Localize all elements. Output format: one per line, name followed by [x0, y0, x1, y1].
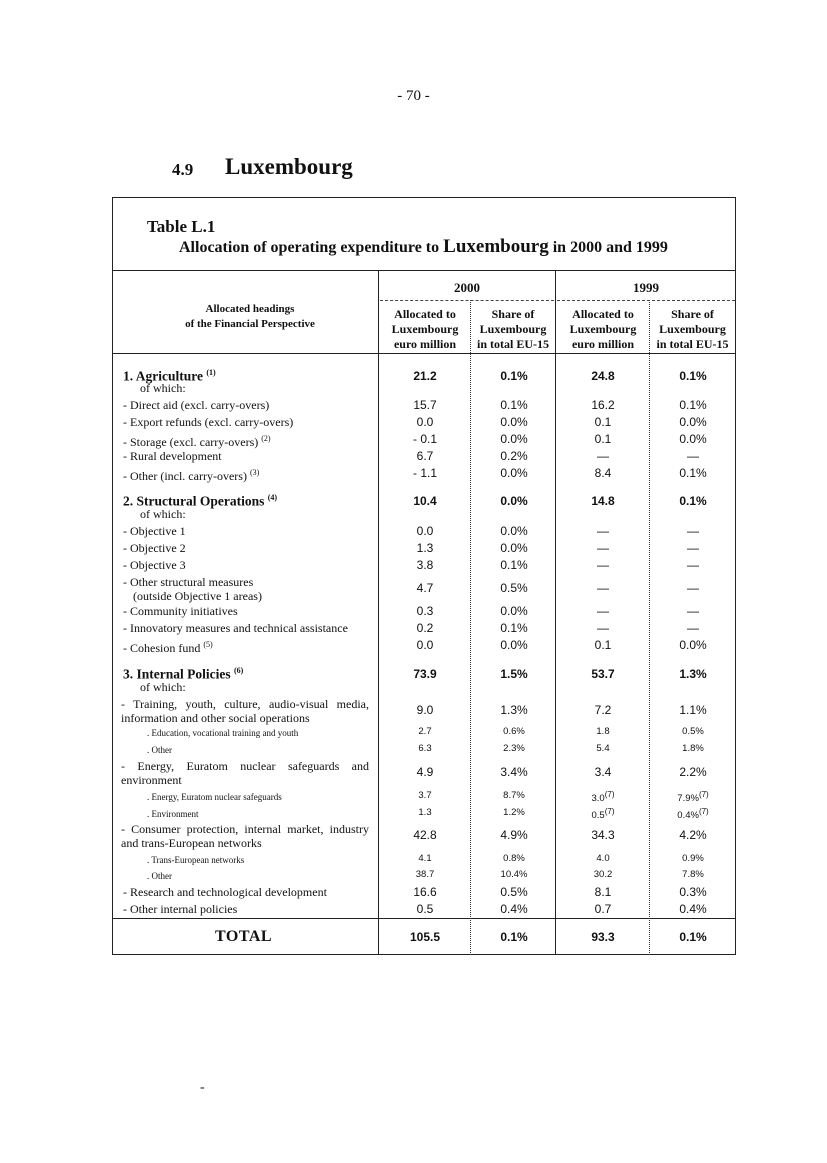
footnote-ref: (5) — [203, 640, 213, 649]
row-2000-value: 16.6 — [413, 885, 437, 899]
row-label — [123, 524, 186, 538]
row-2000-value: - 0.1 — [412, 432, 437, 446]
row-label-text: - Storage (excl. carry-overs) — [123, 435, 259, 449]
row-2000-share: 0.6% — [503, 726, 525, 737]
row-2000-share: 0.0% — [500, 432, 528, 446]
column-divider-2000 — [470, 300, 471, 955]
row-2000-share: 0.0% — [500, 524, 528, 538]
row-1999-share: — — [687, 449, 699, 463]
row-2000-value: 0.0 — [416, 415, 434, 429]
row-2000-share: 0.1% — [500, 369, 528, 383]
row-2000-share: 1.5% — [500, 667, 528, 681]
row-1999-share: 2.2% — [679, 765, 707, 779]
row-2000-value: 0.5 — [416, 902, 434, 916]
row-2000-value: 2.7 — [418, 726, 432, 737]
row-label-text: - Community initiatives — [123, 604, 238, 618]
col-share-1999 — [650, 307, 735, 352]
column-divider-label — [378, 270, 379, 955]
row-1999-value: — — [597, 604, 609, 618]
total-1999-value: 93.3 — [591, 930, 615, 944]
row-2000-share: 3.4% — [500, 765, 528, 779]
row-1999-value: 0.1 — [594, 415, 612, 429]
row-2000-value: 4.7 — [416, 581, 434, 595]
table-title-country: Luxembourg — [443, 236, 549, 257]
row-2000-share: 8.7% — [503, 790, 525, 801]
row-1999-share: — — [687, 604, 699, 618]
row-label-text: - Energy, Euratom nuclear safeguards and environment — [121, 759, 369, 787]
row-2000-value: 73.9 — [413, 667, 437, 681]
footnote-ref: (7) — [698, 790, 709, 799]
row-2000-value: 42.8 — [413, 828, 437, 842]
row-1999-share: — — [687, 621, 699, 635]
row-1999-value: 34.3 — [591, 828, 615, 842]
row-1999-value: 30.2 — [593, 869, 613, 880]
row-label — [147, 743, 172, 757]
row-label — [123, 638, 213, 655]
footnote-ref: (7) — [698, 807, 709, 816]
row-1999-value: 3.4 — [594, 765, 612, 779]
col-alloc-line1: Allocated to — [572, 307, 634, 321]
row-label-text: - Objective 1 — [123, 524, 186, 538]
row-label — [123, 664, 243, 682]
column-divider-1999 — [649, 300, 650, 955]
heading-label — [150, 302, 350, 332]
row-label — [123, 415, 293, 429]
row-2000-share: 0.2% — [500, 449, 528, 463]
row-label — [147, 726, 298, 740]
footnote-ref: (2) — [261, 434, 271, 443]
header-bottom-rule — [113, 353, 735, 354]
row-2000-value: 6.3 — [418, 743, 432, 754]
col-share-line3: in total EU-15 — [477, 337, 549, 351]
row-label-text: 1. Agriculture — [123, 368, 203, 384]
footnote-ref: (3) — [249, 468, 260, 477]
total-2000-value: 105.5 — [409, 930, 441, 944]
row-label — [123, 621, 348, 635]
footnote-ref: (4) — [267, 493, 278, 502]
row-2000-value: 6.7 — [416, 449, 434, 463]
row-label-text: - Cohesion fund — [123, 641, 201, 655]
row-1999-value: 24.8 — [591, 369, 615, 383]
row-2000-share: 2.3% — [503, 743, 525, 754]
row-label — [121, 759, 369, 787]
row-label-text: . Environment — [147, 809, 199, 819]
row-1999-share: 0.1% — [679, 466, 707, 480]
row-1999-share: 4.2% — [679, 828, 707, 842]
row-1999-value: 7.2 — [594, 703, 612, 717]
row-label — [123, 398, 269, 412]
row-label-line2: (outside Objective 1 areas) — [133, 589, 262, 603]
col-alloc-line2: Luxembourg — [569, 322, 637, 336]
row-label-text: - Direct aid (excl. carry-overs) — [123, 398, 270, 412]
row-label-text: - Other structural measures — [123, 575, 254, 589]
row-label-text: - Rural development — [123, 449, 222, 463]
row-1999-share: 0.0% — [679, 415, 707, 429]
row-1999-value: — — [597, 558, 609, 572]
row-2000-share: 0.8% — [503, 853, 525, 864]
row-label-text: of which: — [140, 680, 186, 694]
row-2000-value: 1.3 — [416, 541, 434, 555]
row-label — [147, 807, 199, 821]
row-1999-share: 7.9%$^{(7)}$ — [677, 790, 709, 805]
row-1999-share: 0.0% — [679, 638, 707, 652]
row-label — [123, 466, 259, 483]
row-1999-share: 1.1% — [679, 703, 707, 717]
row-1999-share: 7.8% — [682, 869, 704, 880]
table-title-prefix: Allocation of operating expenditure to — [179, 239, 440, 256]
footnote-ref: (6) — [234, 666, 244, 675]
footnote-ref: (7) — [604, 790, 615, 799]
column-divider-year — [555, 270, 556, 955]
col-alloc-line1: Allocated to — [394, 307, 456, 321]
row-1999-value: — — [597, 524, 609, 538]
col-share-2000 — [471, 307, 555, 352]
row-label-text: . Education, vocational training and youth — [147, 728, 299, 738]
row-1999-share: 0.4%$^{(7)}$ — [677, 807, 709, 822]
col-share-line2: Luxembourg — [659, 322, 726, 336]
row-2000-share: 0.0% — [500, 541, 528, 555]
row-2000-share: 0.1% — [500, 558, 528, 572]
section-title: Luxembourg — [225, 154, 353, 179]
row-label — [140, 381, 186, 395]
row-1999-value: — — [597, 621, 609, 635]
row-label-text: . Energy, Euratom nuclear safeguards — [147, 792, 282, 802]
row-2000-share: 0.5% — [500, 885, 528, 899]
col-alloc-line3: euro million — [571, 337, 635, 351]
year-2000: 2000 — [454, 280, 480, 295]
row-2000-value: 4.9 — [416, 765, 434, 779]
row-2000-share: 10.4% — [500, 869, 528, 880]
row-label-text: - Training, youth, culture, audio-visual media, information and other social operations — [121, 697, 369, 725]
row-1999-share: — — [687, 524, 699, 538]
heading-label-line2: of the Financial Perspective — [185, 318, 315, 330]
row-2000-value: 0.0 — [416, 638, 434, 652]
table-title-suffix: in 2000 and 1999 — [552, 239, 668, 256]
row-label-text: - Other (incl. carry-overs) — [123, 469, 247, 483]
total-1999-share: 0.1% — [679, 930, 707, 944]
footer-mark: - — [200, 1080, 205, 1095]
col-share-line1: Share of — [671, 307, 714, 321]
row-label-text: - Consumer protection, internal market, industry and trans-European networks — [121, 822, 369, 850]
row-2000-value: 3.7 — [418, 790, 432, 801]
row-2000-share: 0.0% — [500, 466, 528, 480]
row-label-text: . Other — [147, 871, 172, 881]
row-label — [147, 853, 244, 867]
row-1999-value: 3.0$^{(7)}$ — [591, 790, 615, 805]
row-1999-share: 1.8% — [682, 743, 704, 754]
col-share-line3: in total EU-15 — [656, 337, 729, 351]
row-1999-value: — — [597, 449, 609, 463]
row-2000-value: 4.1 — [418, 853, 432, 864]
row-1999-share: — — [687, 558, 699, 572]
row-1999-share: — — [687, 541, 699, 555]
row-label — [121, 697, 369, 725]
row-label — [123, 558, 186, 572]
row-1999-share: — — [687, 581, 699, 595]
row-1999-value: 4.0 — [596, 853, 610, 864]
row-label — [123, 885, 327, 899]
heading-label-line1: Allocated headings — [205, 303, 295, 315]
row-label — [123, 541, 186, 555]
year-2000-underline — [380, 300, 554, 301]
row-2000-share: 0.4% — [500, 902, 528, 916]
row-label-text: - Objective 2 — [123, 541, 186, 555]
row-label-text: 2. Structural Operations — [123, 493, 265, 509]
col-alloc-line2: Luxembourg — [391, 322, 459, 336]
row-1999-value: 53.7 — [591, 667, 615, 681]
page-number: - 70 - — [397, 88, 430, 104]
footnote-ref: (7) — [604, 807, 615, 816]
row-2000-value: 0.3 — [416, 604, 434, 618]
row-1999-value: 0.1 — [594, 432, 612, 446]
col-share-line2: Luxembourg — [479, 322, 547, 336]
row-2000-share: 0.1% — [500, 621, 528, 635]
row-2000-share: 1.2% — [503, 807, 525, 818]
row-label — [123, 902, 237, 916]
row-label-text: . Trans-European networks — [147, 855, 245, 865]
row-2000-share: 1.3% — [500, 703, 528, 717]
row-label-text: - Research and technological development — [123, 885, 327, 899]
total-2000-share: 0.1% — [500, 930, 528, 944]
row-label — [123, 491, 277, 509]
row-label — [121, 822, 369, 850]
row-1999-value: 0.7 — [594, 902, 612, 916]
section-number: 4.9 — [172, 160, 194, 179]
row-2000-value: 15.7 — [413, 398, 437, 412]
row-2000-share: 0.0% — [500, 415, 528, 429]
row-label-text: - Other internal policies — [123, 902, 238, 916]
row-1999-share: 0.1% — [679, 494, 707, 508]
row-1999-value: 0.5$^{(7)}$ — [591, 807, 615, 822]
row-label-text: - Export refunds (excl. carry-overs) — [123, 415, 294, 429]
row-label-text: - Innovatory measures and technical assistance — [123, 621, 348, 635]
col-alloc-2000 — [380, 307, 470, 352]
row-2000-share: 0.0% — [500, 638, 528, 652]
row-2000-value: - 1.1 — [412, 466, 437, 480]
row-1999-share: 0.0% — [679, 432, 707, 446]
row-label — [140, 680, 186, 694]
row-1999-value: 8.4 — [594, 466, 612, 480]
table-label: Table L.1 — [147, 217, 216, 236]
row-label — [147, 869, 172, 883]
row-1999-value: 8.1 — [594, 885, 612, 899]
row-1999-share: 0.4% — [679, 902, 707, 916]
row-label-text: - Objective 3 — [123, 558, 186, 572]
row-2000-value: 0.0 — [416, 524, 434, 538]
row-1999-share: 0.5% — [682, 726, 704, 737]
row-1999-share: 0.3% — [679, 885, 707, 899]
row-2000-share: 0.1% — [500, 398, 528, 412]
row-1999-share: 0.9% — [682, 853, 704, 864]
year-1999: 1999 — [633, 280, 659, 295]
row-1999-share: 1.3% — [679, 667, 707, 681]
row-2000-value: 38.7 — [415, 869, 435, 880]
row-1999-value: 16.2 — [591, 398, 615, 412]
row-2000-share: 0.0% — [500, 494, 528, 508]
col-share-line1: Share of — [491, 307, 535, 321]
row-label-text: of which: — [140, 507, 186, 521]
row-1999-value: 1.8 — [596, 726, 610, 737]
row-label-text: 3. Internal Policies — [123, 666, 231, 682]
row-2000-value: 1.3 — [418, 807, 432, 818]
header-top-rule — [113, 270, 735, 271]
row-2000-share: 4.9% — [500, 828, 528, 842]
col-alloc-line3: euro million — [393, 337, 457, 351]
total-rule — [113, 918, 735, 919]
col-alloc-1999 — [557, 307, 649, 352]
row-1999-share: 0.1% — [679, 369, 707, 383]
total-label: TOTAL — [215, 928, 273, 945]
table-title — [179, 236, 668, 258]
row-2000-value: 3.8 — [416, 558, 434, 572]
row-1999-value: — — [597, 541, 609, 555]
row-label — [123, 604, 238, 618]
row-label-text: of which: — [140, 381, 186, 395]
row-2000-share: 0.0% — [500, 604, 528, 618]
row-1999-value: — — [597, 581, 609, 595]
row-2000-value: 9.0 — [416, 703, 434, 717]
row-2000-share: 0.5% — [500, 581, 528, 595]
row-label — [147, 790, 282, 804]
row-label — [140, 507, 186, 521]
year-1999-underline — [557, 300, 735, 301]
row-label — [123, 449, 222, 463]
footnote-ref: (1) — [206, 368, 216, 377]
row-2000-value: 21.2 — [413, 369, 437, 383]
row-2000-value: 10.4 — [413, 494, 437, 508]
row-1999-value: 0.1 — [594, 638, 612, 652]
row-label — [123, 575, 262, 603]
row-label — [123, 432, 271, 449]
row-2000-value: 0.2 — [416, 621, 434, 635]
row-1999-value: 5.4 — [596, 743, 610, 754]
row-1999-share: 0.1% — [679, 398, 707, 412]
row-label-text: . Other — [147, 745, 172, 755]
row-1999-value: 14.8 — [591, 494, 615, 508]
